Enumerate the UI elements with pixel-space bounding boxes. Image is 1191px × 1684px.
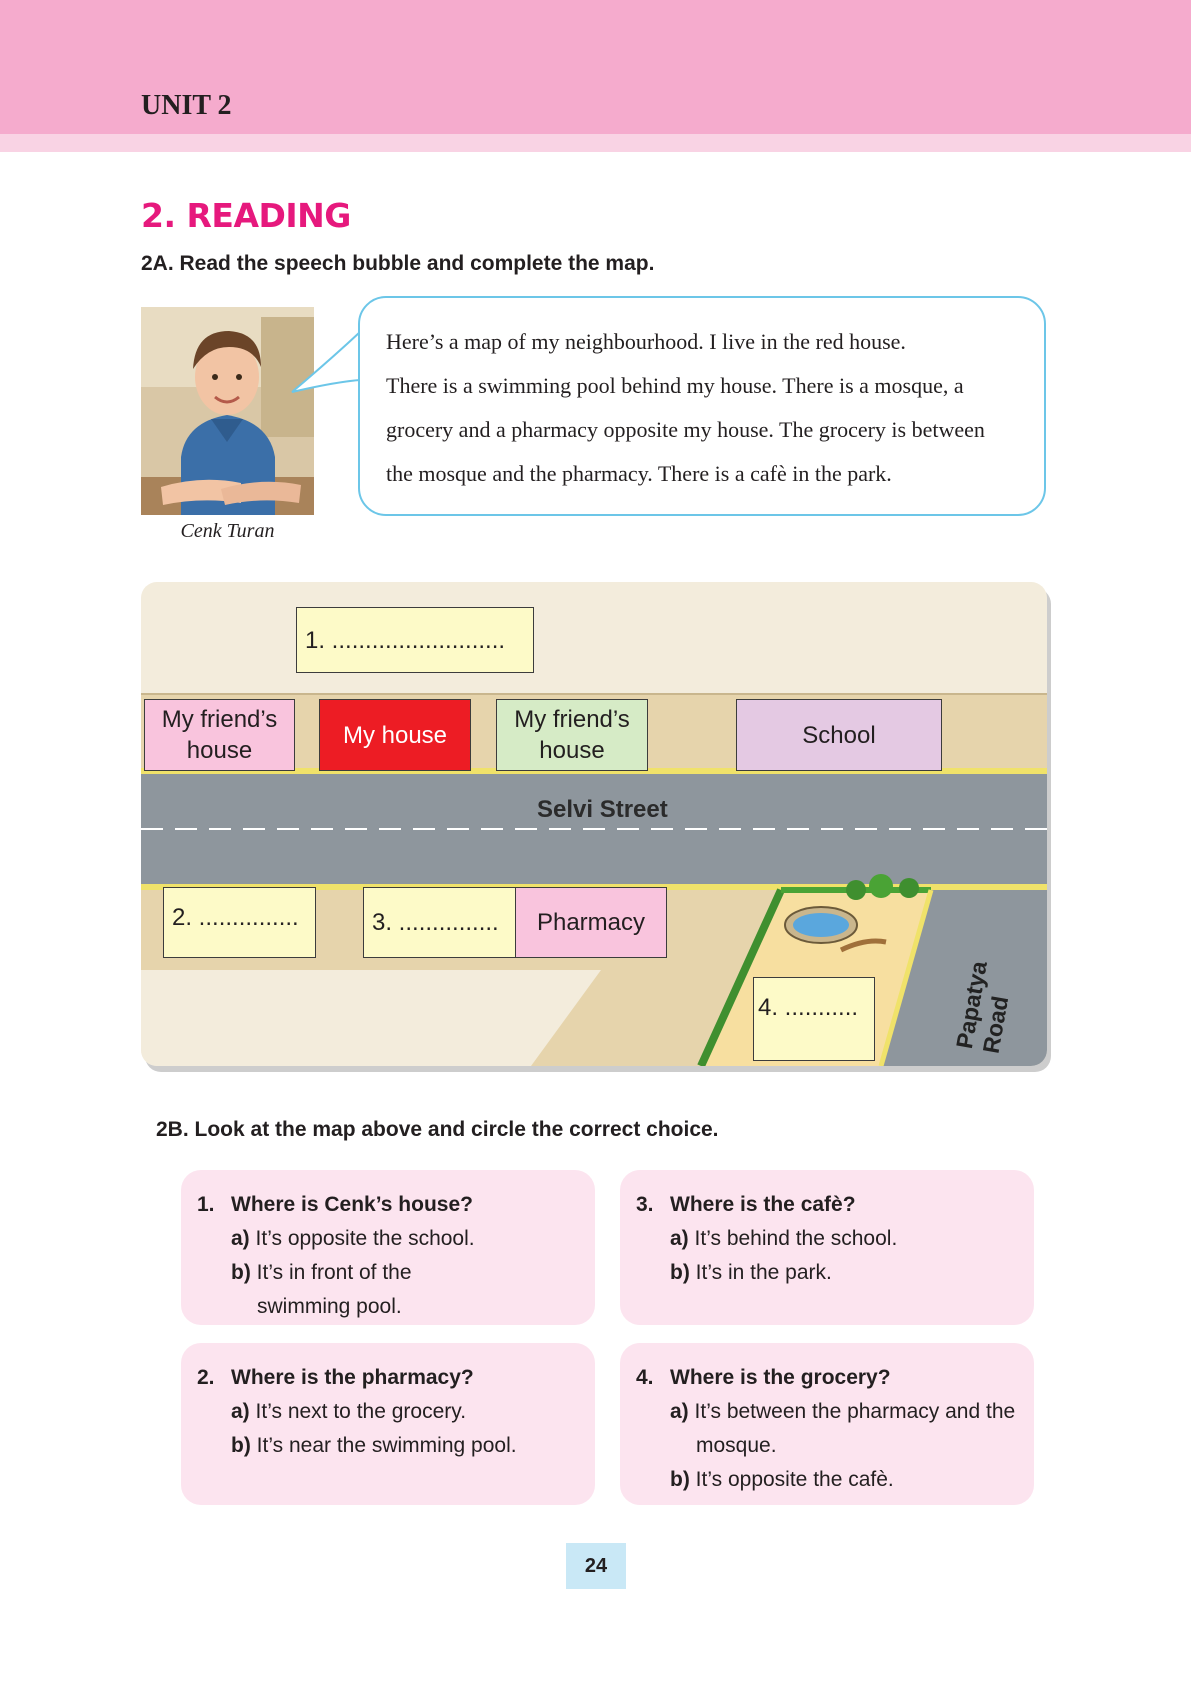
map-street-label: Selvi Street	[537, 796, 668, 823]
question-4-number: 4.	[636, 1366, 654, 1389]
map-blank-1: 1. ..........................	[296, 607, 534, 673]
bubble-line: grocery and a pharmacy opposite my house. The grocery is between	[386, 417, 985, 442]
option-text: It’s between the pharmacy and the	[694, 1400, 1016, 1423]
question-2-option-a[interactable]	[197, 1395, 579, 1429]
question-4-option-b[interactable]	[636, 1463, 1018, 1497]
question-3-number: 3.	[636, 1193, 654, 1216]
option-text: It’s in front of the	[256, 1261, 412, 1284]
question-1-option-a[interactable]	[197, 1222, 579, 1256]
boy-photo	[141, 307, 314, 515]
question-2-text: Where is the pharmacy?	[231, 1366, 474, 1389]
map-pharmacy: Pharmacy	[515, 887, 667, 958]
unit-title: UNIT 2	[141, 90, 232, 121]
question-4-text: Where is the grocery?	[670, 1366, 891, 1389]
question-2-number: 2.	[197, 1366, 215, 1389]
option-label: b)	[670, 1261, 690, 1284]
question-1-text: Where is Cenk’s house?	[231, 1193, 473, 1216]
map-blank-3: 3. ...............	[363, 887, 516, 958]
section-title: 2. READING	[141, 196, 351, 235]
question-4-option-a[interactable]	[636, 1395, 1018, 1429]
bubble-line: Here’s a map of my neighbourhood. I live in the red house.	[386, 329, 906, 354]
option-label: b)	[670, 1468, 690, 1491]
option-label: b)	[231, 1434, 251, 1457]
option-label: a)	[670, 1227, 689, 1250]
option-text: It’s near the swimming pool.	[256, 1434, 517, 1457]
option-text: It’s opposite the school.	[255, 1227, 475, 1250]
question-4-box	[620, 1343, 1034, 1505]
option-label: a)	[231, 1227, 250, 1250]
bubble-line: the mosque and the pharmacy. There is a cafè in the park.	[386, 461, 892, 486]
question-3-option-b[interactable]	[636, 1256, 1018, 1290]
question-2-box	[181, 1343, 595, 1505]
map-friend-house-1-line2: house	[186, 737, 253, 764]
question-2-option-b[interactable]	[197, 1429, 579, 1463]
map-my-house: My house	[319, 699, 471, 771]
map-friend-house-2-line2: house	[539, 737, 605, 764]
question-4-option-a-cont: mosque.	[696, 1434, 777, 1457]
map-blank-4: 4. ...........	[753, 977, 875, 1061]
bubble-tail	[290, 330, 365, 400]
task-b-instruction: 2B. Look at the map above and circle the correct choice.	[156, 1118, 719, 1141]
bubble-text	[386, 320, 1036, 496]
question-1-box	[181, 1170, 595, 1325]
option-text: It’s in the park.	[695, 1261, 832, 1284]
header-strip	[0, 134, 1191, 152]
question-1-option-b-cont: swimming pool.	[257, 1295, 402, 1318]
map-friend-house-2	[496, 699, 648, 771]
map-blank-2: 2. ...............	[163, 887, 316, 958]
neighbourhood-map	[141, 582, 1051, 1072]
question-3-option-a[interactable]	[636, 1222, 1018, 1256]
bubble-line: There is a swimming pool behind my house. There is a mosque, a	[386, 373, 964, 398]
map-background	[141, 582, 1051, 1072]
option-label: a)	[670, 1400, 689, 1423]
page-number: 24	[566, 1543, 626, 1589]
question-3-box	[620, 1170, 1034, 1325]
option-text: It’s next to the grocery.	[255, 1400, 467, 1423]
option-label: a)	[231, 1400, 250, 1423]
option-text: It’s behind the school.	[694, 1227, 898, 1250]
question-1-option-b[interactable]	[197, 1256, 579, 1290]
option-text: It’s opposite the cafè.	[695, 1468, 894, 1491]
task-a-instruction: 2A. Read the speech bubble and complete the map.	[141, 252, 655, 275]
option-label: b)	[231, 1261, 251, 1284]
question-1-number: 1.	[197, 1193, 215, 1216]
question-3-text: Where is the cafè?	[670, 1193, 856, 1216]
map-school: School	[736, 699, 942, 771]
photo-caption: Cenk Turan	[180, 520, 275, 542]
map-road-label: Papatya Road	[951, 959, 1014, 1056]
map-friend-house-1-line1: My friend’s	[161, 706, 278, 733]
map-friend-house-1	[144, 699, 295, 771]
map-friend-house-2-line1: My friend’s	[514, 706, 630, 733]
